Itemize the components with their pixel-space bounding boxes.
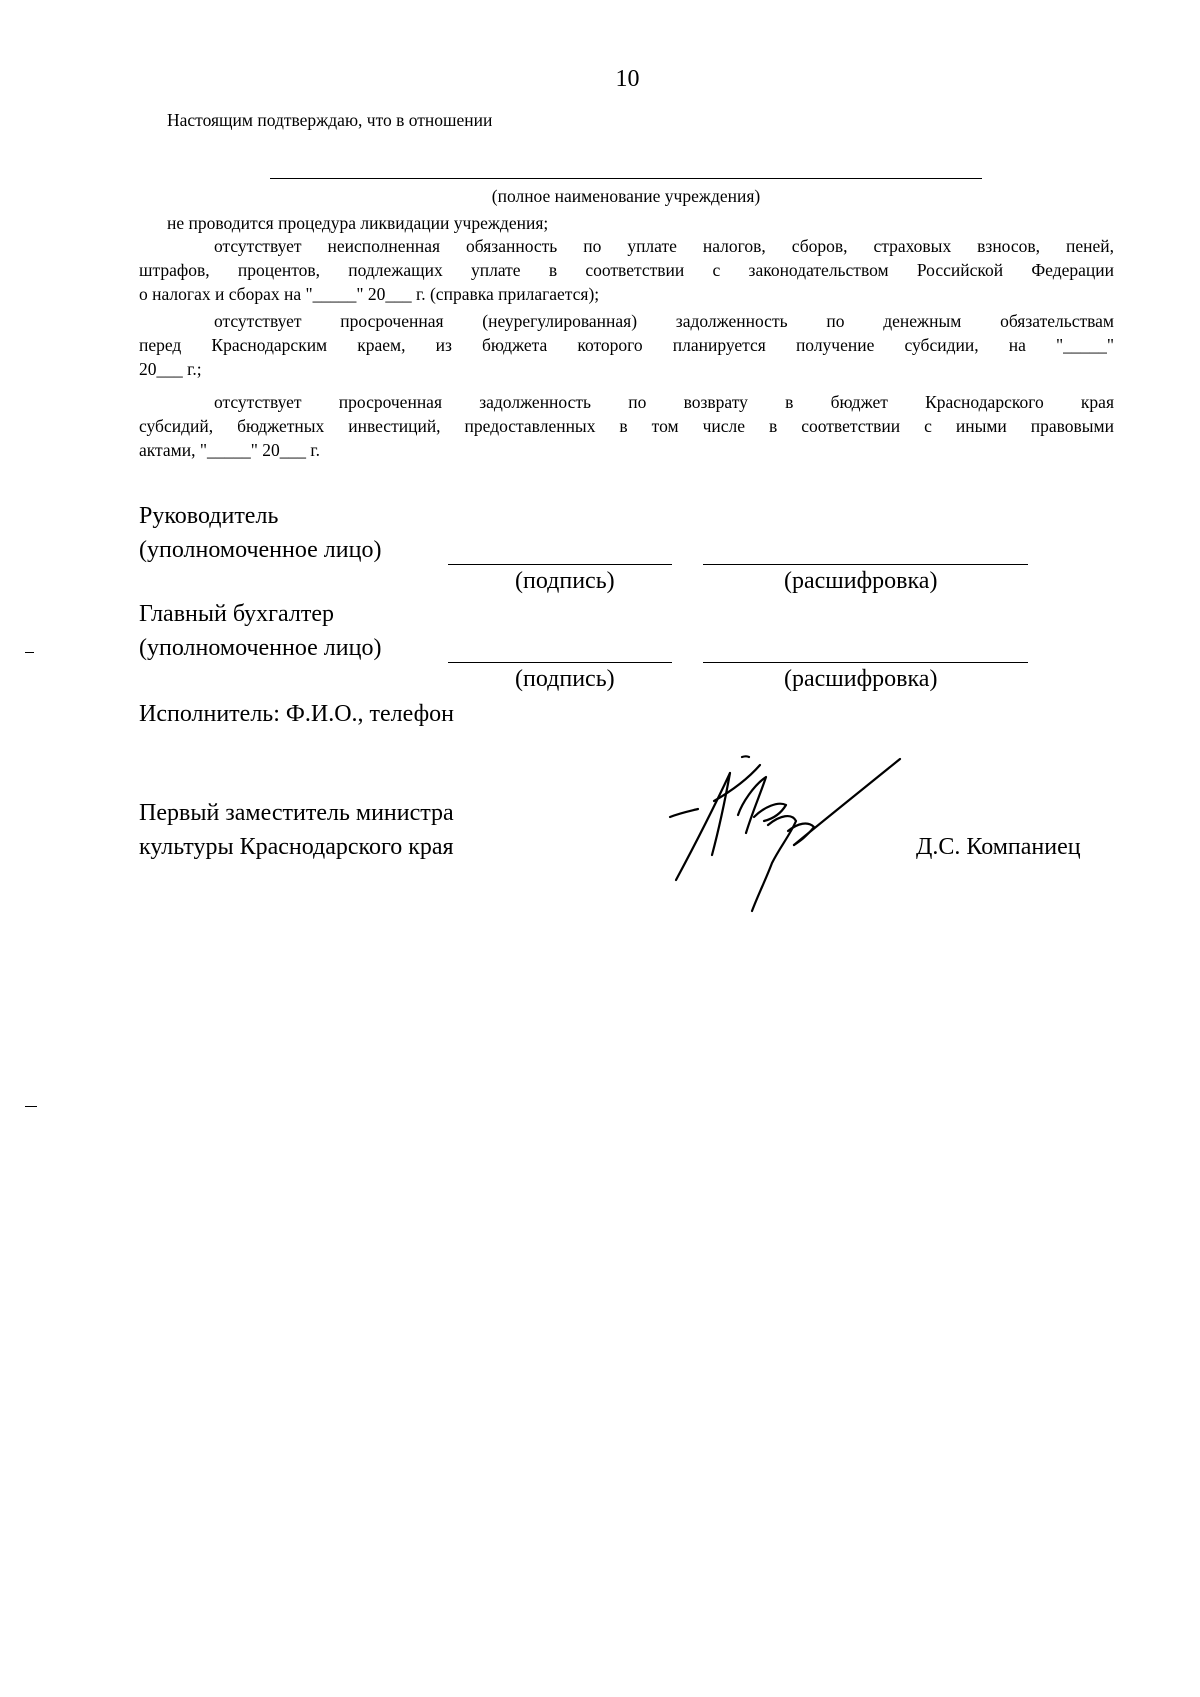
head-signature-caption: (подпись) (515, 568, 615, 594)
accountant-role: (уполномоченное лицо) (139, 635, 382, 661)
page-number: 10 (615, 66, 640, 92)
handwritten-signature (668, 755, 913, 915)
item-debt (139, 309, 1114, 381)
margin-mark (25, 652, 34, 653)
head-title: Руководитель (139, 503, 279, 529)
accountant-title: Главный бухгалтер (139, 601, 334, 627)
item-debt-line2: перед Краснодарским краем, из бюджета которого планируется получение субсидии, на "_____" (139, 335, 1114, 355)
head-decode-caption: (расшифровка) (784, 568, 938, 594)
item-taxes-line1: отсутствует неисполненная обязанность по уплате налогов, сборов, страховых взносов, пеней, (214, 236, 1114, 256)
head-signature-line (448, 564, 672, 565)
executor-line: Исполнитель: Ф.И.О., телефон (139, 701, 454, 727)
accountant-decode-line (703, 662, 1028, 663)
item-liquidation: не проводится процедура ликвидации учреждения; (167, 213, 549, 233)
signatory-position-line2: культуры Краснодарского края (139, 834, 454, 860)
item-return-line3: актами, "_____" 20___ г. (139, 440, 320, 460)
intro-text: Настоящим подтверждаю, что в отношении (167, 110, 493, 130)
signatory-position-line1: Первый заместитель министра (139, 800, 454, 826)
head-decode-line (703, 564, 1028, 565)
margin-mark (25, 1106, 37, 1107)
signatory-name: Д.С. Компаниец (916, 834, 1081, 860)
item-taxes (139, 234, 1114, 306)
head-role: (уполномоченное лицо) (139, 537, 382, 563)
item-debt-line1: отсутствует просроченная (неурегулированная) задолженность по денежным обязательствам (214, 311, 1114, 331)
item-taxes-line3: о налогах и сборах на "_____" 20___ г. (справка прилагается); (139, 284, 600, 304)
accountant-signature-line (448, 662, 672, 663)
institution-name-caption: (полное наименование учреждения) (491, 186, 761, 206)
accountant-decode-caption: (расшифровка) (784, 666, 938, 692)
item-return (139, 390, 1114, 462)
item-return-line1: отсутствует просроченная задолженность по возврату в бюджет Краснодарского края (214, 392, 1114, 412)
item-debt-line3: 20___ г.; (139, 359, 202, 379)
institution-name-blank-line (270, 178, 982, 179)
item-return-line2: субсидий, бюджетных инвестиций, предоставленных в том числе в соответствии с иными правовыми (139, 416, 1114, 436)
item-taxes-line2: штрафов, процентов, подлежащих уплате в соответствии с законодательством Российской Федерации (139, 260, 1114, 280)
accountant-signature-caption: (подпись) (515, 666, 615, 692)
